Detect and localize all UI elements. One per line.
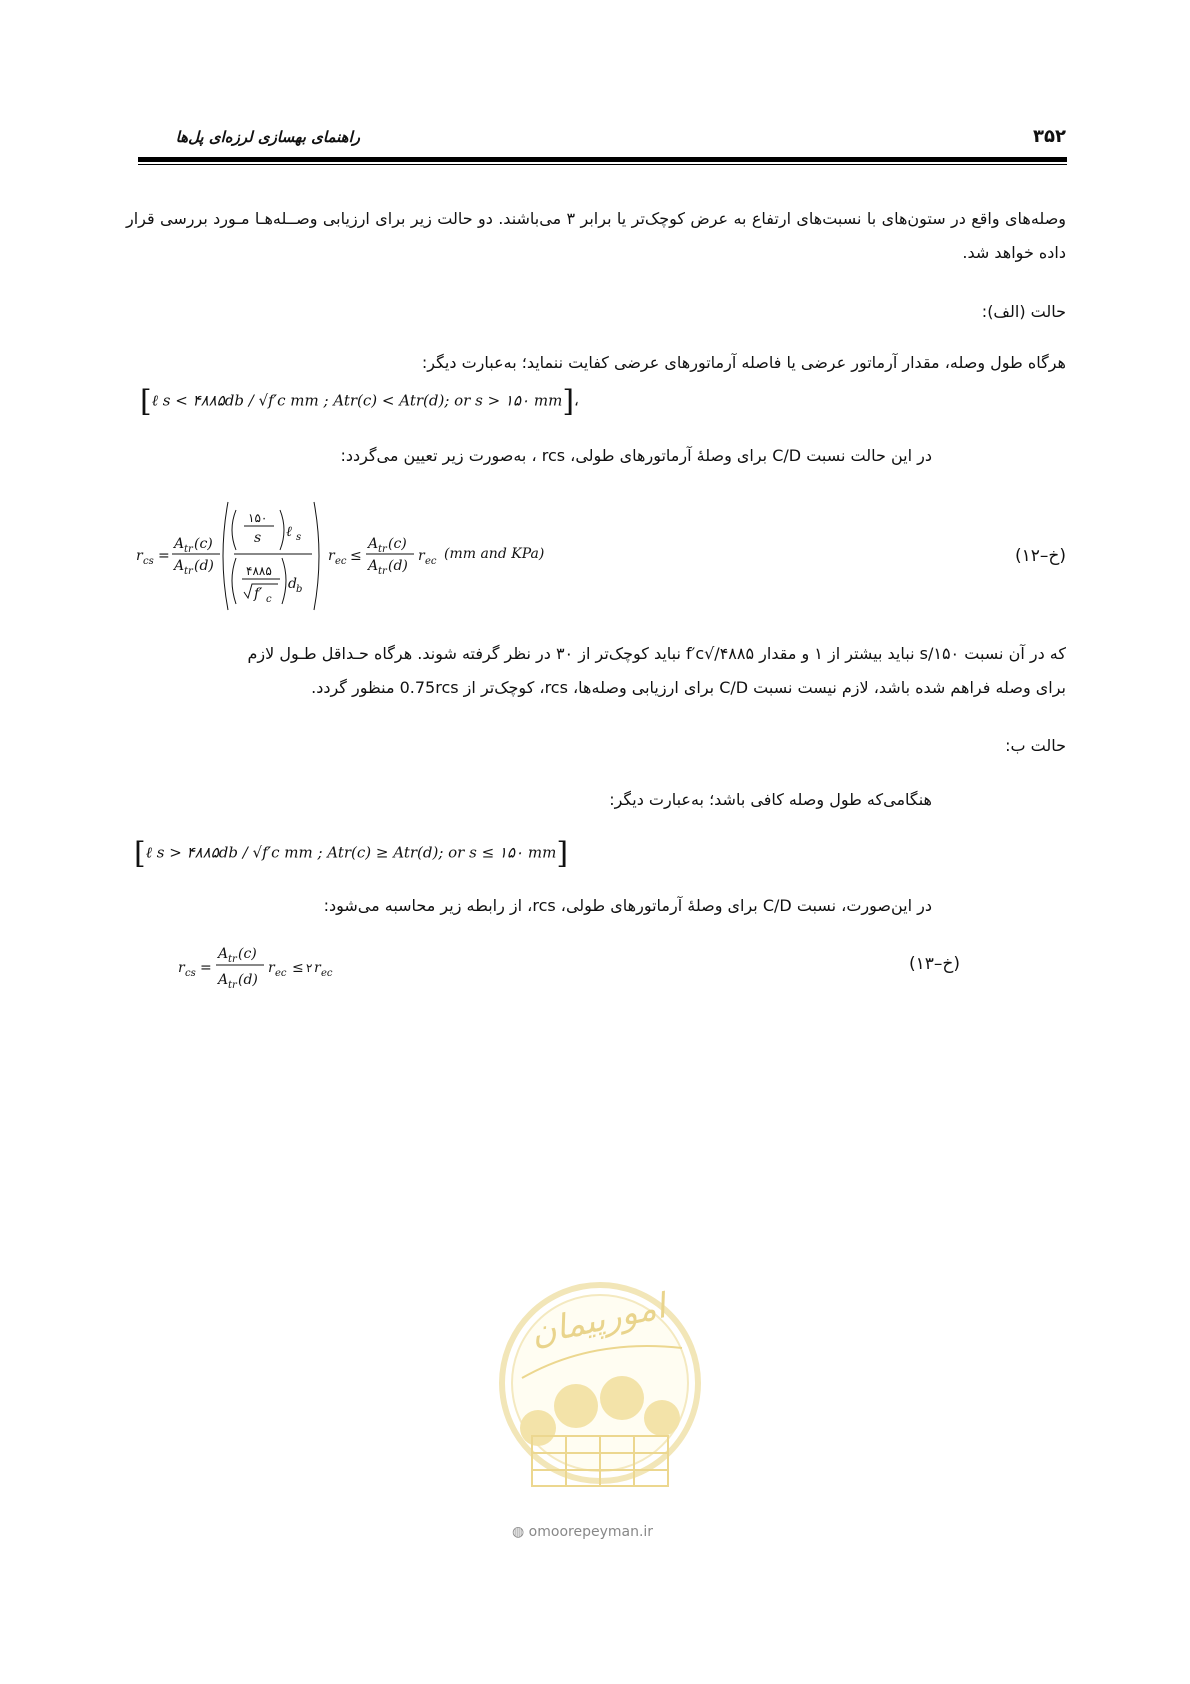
- svg-text:(c): (c): [238, 946, 257, 962]
- svg-text:s: s: [296, 532, 302, 543]
- svg-text:tr: tr: [184, 566, 193, 577]
- svg-text:d: d: [288, 576, 297, 592]
- svg-text:c: c: [266, 594, 272, 605]
- svg-text:A: A: [174, 558, 185, 574]
- paragraph-limits-line1: که در آن نسبت ۱۵۰/s نباید بیشتر از ۱ و مقدار ۴۸۸۵/√f′c نباید کوچک‌تر از ۳۰ در نظر گرفته شوند. هرگاه حـداقل طـول لازم: [247, 644, 1066, 663]
- condition-a-formula: [140, 384, 579, 419]
- paragraph-rcs-case-a: در این حالت نسبت C/D برای وصلهٔ آرماتورهای طولی، rcs ، به‌صورت زیر تعیین می‌گردد:: [340, 446, 932, 465]
- case-a-text: هرگاه طول وصله، مقدار آرماتور عرضی یا فاصله آرماتورهای عرضی کفایت ننماید؛ به‌عبارت دیگر:: [421, 353, 1066, 372]
- equation-12: [136, 496, 696, 616]
- svg-text:tr: tr: [228, 954, 237, 965]
- watermark-url: [512, 1524, 653, 1540]
- condition-a-suffix: ،: [574, 391, 579, 410]
- svg-text:(d): (d): [238, 972, 258, 988]
- svg-text:≤: ≤: [292, 960, 304, 976]
- svg-text:(d): (d): [388, 558, 408, 574]
- svg-text:≤: ≤: [350, 548, 362, 564]
- bracket-right: ]: [562, 384, 575, 419]
- svg-text:ℓ: ℓ: [286, 524, 292, 540]
- svg-text:ec: ec: [335, 556, 347, 567]
- svg-text:(c): (c): [388, 536, 407, 552]
- svg-text:۲: ۲: [306, 961, 313, 975]
- svg-text:r: r: [178, 960, 185, 976]
- svg-text:A: A: [368, 558, 379, 574]
- svg-text:r: r: [136, 548, 143, 564]
- running-header-title: راهنمای بهسازی لرزه‌ای پل‌ها: [175, 128, 360, 146]
- svg-text:A: A: [218, 946, 229, 962]
- condition-a-text: ℓ s < ۴۸۸۵db / √f′c mm ; Atr(c) < Atr(d); or s > ۱۵۰ mm: [151, 391, 563, 410]
- svg-text:tr: tr: [378, 566, 387, 577]
- svg-text:s: s: [254, 530, 262, 546]
- condition-b-text: ℓ s > ۴۸۸۵db / √f′c mm ; Atr(c) ≥ Atr(d); or s ≤ ۱۵۰ mm: [145, 843, 557, 862]
- svg-text:=: =: [158, 548, 170, 564]
- svg-text:ec: ec: [275, 968, 287, 979]
- globe-icon: ◍: [512, 1524, 525, 1540]
- watermark-logo-text: امورپیمان: [527, 1286, 670, 1354]
- svg-text:ec: ec: [321, 968, 333, 979]
- case-b-heading: حالت ب:: [1005, 736, 1066, 755]
- svg-text:r: r: [268, 960, 275, 976]
- equation-13-label: (خ–۱۳): [908, 954, 960, 974]
- paragraph-rcs-case-b: در این‌صورت، نسبت C/D برای وصلهٔ آرماتورهای طولی، rcs، از رابطه زیر محاسبه می‌شود:: [323, 896, 932, 915]
- header-rule-thin: [138, 164, 1067, 165]
- paragraph-intro: وصله‌های واقع در ستون‌های با نسبت‌های ارتفاع به عرض کوچک‌تر یا برابر ۳ می‌باشند. دو حالت زیر برای ارزیابی وصــله‌هـا مـورد بررسی قرار داده خواهد شد.: [126, 209, 1067, 262]
- svg-text:=: =: [200, 960, 212, 976]
- condition-b-formula: [134, 836, 568, 871]
- equation-12-label: (خ–۱۲): [1014, 546, 1066, 566]
- svg-text:tr: tr: [228, 980, 237, 991]
- svg-text:A: A: [174, 536, 185, 552]
- svg-text:tr: tr: [378, 544, 387, 555]
- svg-text:(d): (d): [194, 558, 214, 574]
- svg-text:ec: ec: [425, 556, 437, 567]
- bracket-left: [: [134, 836, 146, 871]
- equation-12-units: (mm and KPa): [444, 546, 545, 562]
- bracket-right: ]: [556, 836, 569, 871]
- svg-text:b: b: [296, 584, 303, 595]
- equation-13: [178, 940, 378, 994]
- svg-text:۱۵۰: ۱۵۰: [248, 511, 268, 525]
- svg-text:(c): (c): [194, 536, 213, 552]
- equation-12-graphic: [136, 496, 696, 616]
- page-number: ۳۵۲: [1033, 126, 1066, 147]
- paragraph-limits-line2: برای وصله فراهم شده باشد، لازم نیست نسبت C/D برای ارزیابی وصله‌ها، rcs، کوچک‌تر از 0.75rcs منظور گردد.: [311, 678, 1066, 697]
- svg-text:f′: f′: [254, 586, 263, 602]
- case-b-text: هنگامی‌که طول وصله کافی باشد؛ به‌عبارت دیگر:: [609, 790, 932, 809]
- header-rule-thick: [138, 157, 1067, 162]
- watermark-url-text: omoorepeyman.ir: [528, 1524, 654, 1540]
- svg-text:r: r: [328, 548, 335, 564]
- svg-text:r: r: [314, 960, 321, 976]
- bracket-left: [: [140, 384, 152, 419]
- svg-text:cs: cs: [185, 968, 196, 979]
- equation-13-graphic: [178, 940, 378, 994]
- svg-text:r: r: [418, 548, 425, 564]
- svg-text:tr: tr: [184, 544, 193, 555]
- svg-text:۴۸۸۵: ۴۸۸۵: [246, 564, 272, 578]
- svg-text:cs: cs: [143, 556, 154, 567]
- svg-text:A: A: [368, 536, 379, 552]
- svg-text:A: A: [218, 972, 229, 988]
- case-a-heading: حالت (الف):: [981, 302, 1066, 321]
